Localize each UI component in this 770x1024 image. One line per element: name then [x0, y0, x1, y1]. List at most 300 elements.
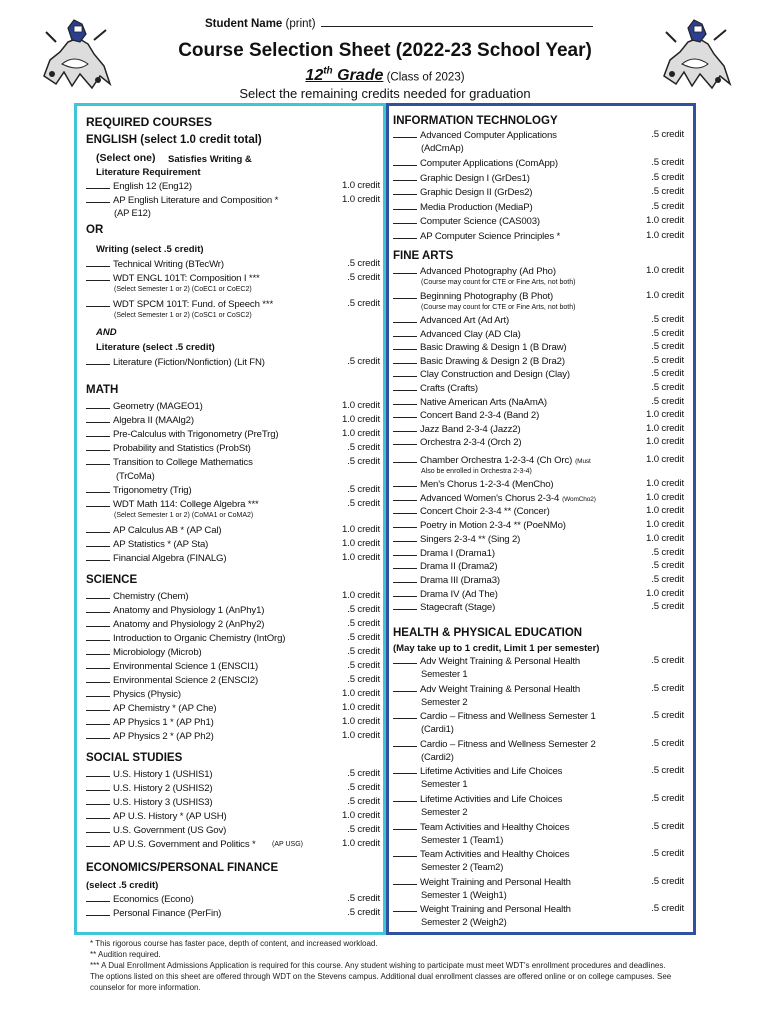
selection-blank[interactable] [393, 314, 417, 323]
course-credit: .5 credit [651, 157, 684, 168]
course-name: Cardio – Fitness and Wellness Semester 1 [420, 711, 596, 723]
course-name: English 12 (Eng12) [113, 181, 192, 192]
course-name: Poetry in Motion 2-3-4 ** (PoeNMo) [420, 520, 566, 532]
course-name: Transition to College Mathematics [113, 457, 253, 468]
course-row[interactable] [393, 655, 684, 669]
course-name: AP Calculus AB * (AP Cal) [113, 525, 222, 536]
course-row[interactable] [86, 298, 380, 312]
section-heading-math: MATH [86, 384, 119, 396]
course-name: Environmental Science 1 (ENSCI1) [113, 661, 259, 672]
course-row[interactable] [393, 215, 684, 229]
selection-blank[interactable] [393, 355, 417, 364]
course-row[interactable] [393, 683, 684, 697]
selection-blank[interactable] [393, 265, 417, 274]
course-note: Also be enrolled in Orchestra 2-3-4) [421, 468, 532, 475]
course-name: Drama II (Drama2) [420, 561, 498, 573]
selection-blank[interactable] [393, 876, 417, 885]
course-credit: .5 credit [651, 765, 684, 777]
course-row[interactable] [393, 290, 684, 304]
course-name: Literature (Fiction/Nonfiction) (Lit FN) [113, 357, 265, 368]
selection-blank[interactable] [86, 646, 110, 655]
course-name: Technical Writing (BTecWr) [113, 259, 224, 270]
course-row[interactable] [86, 782, 380, 796]
course-credit: 1.0 credit [646, 290, 684, 301]
course-row[interactable] [393, 574, 684, 588]
course-credit: 1.0 credit [646, 265, 684, 276]
course-row[interactable] [393, 519, 684, 533]
course-row[interactable] [86, 604, 380, 618]
selection-blank[interactable] [86, 428, 110, 437]
selection-blank[interactable] [393, 436, 417, 445]
selection-blank[interactable] [86, 768, 110, 777]
health-note: (May take up to 1 credit, Limit 1 per semester) [393, 643, 600, 654]
course-row[interactable] [393, 436, 684, 450]
selection-blank[interactable] [393, 793, 417, 802]
course-row[interactable] [86, 810, 380, 824]
course-row[interactable] [393, 601, 684, 615]
course-name: WDT SPCM 101T: Fund. of Speech *** [113, 299, 274, 310]
or-label: OR [86, 224, 104, 236]
selection-blank[interactable] [393, 382, 417, 391]
course-name-cont: (Cardi2) [421, 750, 454, 762]
course-credit: 1.0 credit [646, 491, 684, 503]
selection-blank[interactable] [86, 590, 110, 599]
course-name: Orchestra 2-3-4 (Orch 2) [420, 437, 522, 449]
selection-blank[interactable] [393, 129, 417, 138]
course-credit: .5 credit [651, 171, 684, 183]
course-name: Cardio – Fitness and Wellness Semester 2 [420, 738, 596, 750]
course-credit: .5 credit [651, 354, 684, 366]
course-row[interactable] [86, 688, 380, 702]
footnote-3: *** A Dual Enrollment Admissions Application is required for this course. Any student wishing to participate must meet WDT's enrollment procedures and deadlines. The options listed on this sheet are offered through WDT on the Stevens campus. Additional dual enrollment classes are offered online or on college campuses. See counselor for more information. [90, 961, 672, 992]
selection-blank[interactable] [86, 632, 110, 641]
course-row[interactable] [393, 492, 684, 506]
selection-blank[interactable] [393, 172, 417, 181]
course-row[interactable] [86, 768, 380, 782]
course-credit: .5 credit [347, 604, 380, 615]
course-row[interactable] [393, 547, 684, 561]
selection-blank[interactable] [86, 688, 110, 697]
course-credit: .5 credit [651, 314, 684, 325]
selection-blank[interactable] [393, 368, 417, 377]
selection-blank[interactable] [393, 765, 417, 774]
course-row[interactable] [393, 355, 684, 369]
selection-blank[interactable] [86, 258, 110, 267]
selection-blank[interactable] [86, 538, 110, 547]
course-row[interactable] [86, 646, 380, 660]
course-row[interactable] [393, 328, 684, 342]
course-name: Crafts (Crafts) [420, 383, 478, 394]
selection-blank[interactable] [393, 588, 417, 597]
course-row[interactable] [393, 396, 684, 410]
course-row[interactable] [86, 660, 380, 674]
selection-blank[interactable] [86, 442, 110, 451]
section-heading-health-pe: HEALTH & PHYSICAL EDUCATION [393, 627, 583, 639]
course-credit: .5 credit [347, 356, 380, 367]
course-row[interactable] [86, 400, 380, 414]
and-label: AND [96, 327, 117, 338]
selection-blank[interactable] [393, 505, 417, 514]
course-credit: .5 credit [347, 768, 380, 779]
satisfies-note: Satisfies Writing & [168, 154, 252, 165]
selection-blank[interactable] [393, 157, 417, 166]
selection-blank[interactable] [86, 702, 110, 711]
course-name-cont: (Cardi1) [421, 723, 454, 735]
course-row[interactable] [393, 793, 684, 807]
course-row[interactable] [393, 588, 684, 602]
course-row[interactable] [393, 848, 684, 862]
selection-blank[interactable] [393, 533, 417, 542]
selection-blank[interactable] [86, 893, 110, 902]
course-row[interactable] [86, 552, 380, 566]
course-credit: 1.0 credit [342, 716, 380, 727]
course-name: Personal Finance (PerFin) [113, 908, 222, 919]
course-name: Advanced Computer Applications [420, 130, 557, 141]
course-name-cont: Semester 1 [421, 668, 468, 679]
course-row[interactable] [86, 674, 380, 688]
selection-blank[interactable] [393, 328, 417, 337]
course-name: Environmental Science 2 (ENSCI2) [113, 675, 259, 686]
course-credit: .5 credit [651, 573, 684, 585]
course-credit: 1.0 credit [646, 229, 684, 241]
course-row[interactable] [86, 442, 380, 456]
course-credit: 1.0 credit [342, 730, 380, 741]
footnote-2: ** Audition required. [90, 950, 161, 959]
course-row[interactable] [86, 716, 380, 730]
course-row[interactable] [393, 382, 684, 396]
course-credit: 1.0 credit [342, 590, 380, 601]
course-credit: 1.0 credit [342, 524, 380, 535]
course-name: AP Physics 1 * (AP Ph1) [113, 717, 214, 728]
course-row[interactable] [86, 414, 380, 428]
course-credit: .5 credit [651, 875, 684, 887]
course-credit: 1.0 credit [342, 538, 380, 549]
course-name: Computer Science (CAS003) [420, 216, 540, 227]
section-heading-required: REQUIRED COURSES [86, 115, 213, 129]
course-name-cont: (AP E12) [114, 207, 151, 218]
course-row[interactable] [393, 172, 684, 186]
course-credit: .5 credit [651, 200, 684, 212]
course-name-cont: Semester 1 (Weigh1) [421, 888, 507, 900]
course-note: (Select Semester 1 or 2) (CoSC1 or CoSC2) [114, 312, 252, 319]
section-heading-social-studies: SOCIAL STUDIES [86, 752, 183, 764]
selection-blank[interactable] [86, 272, 110, 281]
selection-blank[interactable] [86, 824, 110, 833]
course-credit: .5 credit [651, 368, 684, 380]
course-row[interactable] [393, 710, 684, 724]
course-credit: 1.0 credit [646, 215, 684, 226]
selection-blank[interactable] [393, 215, 417, 224]
course-name: Concert Choir 2-3-4 ** (Concer) [420, 506, 550, 518]
course-name: AP Computer Science Principles * [420, 230, 561, 242]
course-credit: 1.0 credit [646, 587, 684, 599]
section-heading-english: ENGLISH (select 1.0 credit total) [86, 134, 262, 146]
selection-blank[interactable] [86, 810, 110, 819]
course-credit: 1.0 credit [646, 409, 684, 421]
course-row[interactable] [86, 180, 380, 194]
selection-blank[interactable] [393, 230, 417, 239]
course-row[interactable] [393, 505, 684, 519]
course-name: U.S. History 2 (USHIS2) [113, 783, 213, 794]
course-credit: .5 credit [347, 660, 380, 671]
course-name-cont: Semester 2 [421, 806, 468, 817]
selection-blank[interactable] [393, 186, 417, 195]
course-row[interactable] [86, 456, 380, 470]
course-row[interactable] [86, 838, 380, 852]
course-name: Weight Training and Personal Health [420, 904, 571, 916]
course-row[interactable] [393, 903, 684, 917]
course-row[interactable] [393, 560, 684, 574]
selection-blank[interactable] [393, 560, 417, 569]
selection-blank[interactable] [86, 484, 110, 493]
course-name-cont: Semester 2 [421, 695, 468, 707]
course-name-cont: Semester 2 (Team2) [421, 861, 504, 873]
selection-blank[interactable] [86, 456, 110, 465]
course-name: Drama III (Drama3) [420, 574, 500, 586]
selection-blank[interactable] [393, 848, 417, 857]
course-name: Trigonometry (Trig) [113, 485, 192, 496]
course-name: AP English Literature and Composition * [113, 195, 279, 206]
grade-line [0, 66, 770, 85]
selection-blank[interactable] [86, 356, 110, 365]
selection-blank[interactable] [86, 552, 110, 561]
course-name: Microbiology (Microb) [113, 647, 202, 658]
selection-blank[interactable] [86, 674, 110, 683]
course-name: Advanced Photography (Ad Pho) [420, 266, 556, 277]
course-code-small: (WomCho2) [562, 495, 596, 503]
course-name: Adv Weight Training & Personal Health [420, 683, 581, 695]
literature-heading: Literature (select .5 credit) [96, 342, 215, 353]
selection-blank[interactable] [393, 574, 417, 583]
course-name: Adv Weight Training & Personal Health [420, 656, 581, 667]
course-row[interactable] [393, 478, 684, 492]
course-row[interactable] [86, 272, 380, 286]
course-row[interactable] [86, 498, 380, 512]
grade-label: 12th Grade [305, 66, 384, 85]
course-credit: .5 credit [651, 737, 684, 749]
course-name: Physics (Physic) [113, 689, 181, 700]
course-row[interactable] [393, 738, 684, 752]
course-name: U.S. Government (US Gov) [113, 825, 227, 836]
selection-blank[interactable] [393, 290, 417, 299]
course-credit: .5 credit [347, 456, 380, 467]
course-row[interactable] [86, 194, 380, 208]
selection-blank[interactable] [393, 478, 417, 487]
course-credit: 1.0 credit [646, 478, 684, 489]
course-name: Stagecraft (Stage) [420, 602, 496, 614]
literature-requirement-note: Literature Requirement [96, 167, 201, 178]
course-row[interactable] [393, 186, 684, 200]
course-credit: .5 credit [651, 903, 684, 915]
student-name-hint: (print) [285, 18, 316, 30]
selection-blank[interactable] [393, 396, 417, 405]
selection-blank[interactable] [393, 547, 417, 556]
course-row[interactable] [393, 129, 684, 143]
course-row[interactable] [86, 796, 380, 810]
course-row[interactable] [393, 533, 684, 547]
course-row[interactable] [86, 907, 380, 921]
course-row[interactable] [393, 454, 684, 468]
selection-blank[interactable] [86, 796, 110, 805]
selection-blank[interactable] [86, 660, 110, 669]
course-credit: .5 credit [651, 327, 684, 339]
selection-blank[interactable] [393, 683, 417, 692]
course-name: AP Statistics * (AP Sta) [113, 539, 209, 550]
course-name-cont: Semester 1 (Team1) [421, 833, 504, 845]
selection-blank[interactable] [393, 903, 417, 912]
selection-blank[interactable] [393, 423, 417, 432]
course-row[interactable] [86, 702, 380, 716]
course-credit: 1.0 credit [646, 454, 684, 465]
course-name: Team Activities and Healthy Choices [420, 821, 570, 833]
course-row[interactable] [393, 423, 684, 437]
course-name: Anatomy and Physiology 2 (AnPhy2) [113, 619, 265, 630]
selection-blank[interactable] [86, 524, 110, 533]
course-row[interactable] [393, 821, 684, 835]
course-name: Team Activities and Healthy Choices [420, 849, 570, 861]
course-row[interactable] [393, 265, 684, 279]
course-row[interactable] [86, 524, 380, 538]
course-row[interactable] [393, 157, 684, 171]
course-name: Chemistry (Chem) [113, 591, 189, 602]
course-credit: .5 credit [347, 796, 380, 807]
course-credit: 1.0 credit [342, 194, 380, 205]
selection-blank[interactable] [86, 838, 110, 847]
course-credit: .5 credit [651, 793, 684, 804]
course-credit: .5 credit [651, 341, 684, 353]
selection-blank[interactable] [86, 907, 110, 916]
course-note: (Select Semester 1 or 2) (CoEC1 or CoEC2) [114, 286, 252, 293]
course-credit: .5 credit [651, 601, 684, 613]
course-name: AP Chemistry * (AP Che) [113, 703, 217, 714]
selection-blank[interactable] [393, 519, 417, 528]
selection-blank[interactable] [393, 738, 417, 747]
course-row[interactable] [86, 538, 380, 552]
course-row[interactable] [86, 484, 380, 498]
course-row[interactable] [86, 356, 380, 370]
course-credit: .5 credit [651, 655, 684, 666]
course-name: WDT ENGL 101T: Composition I *** [113, 273, 260, 284]
selection-blank[interactable] [393, 821, 417, 830]
course-row[interactable] [86, 632, 380, 646]
selection-blank[interactable] [393, 492, 417, 501]
selection-blank[interactable] [393, 409, 417, 418]
course-name: Basic Drawing & Design 1 (B Draw) [420, 342, 567, 354]
course-credit: .5 credit [651, 129, 684, 140]
course-credit: .5 credit [651, 820, 684, 832]
course-code-small: (AP USG) [272, 841, 303, 848]
section-heading-it: INFORMATION TECHNOLOGY [393, 115, 558, 127]
course-credit: 1.0 credit [646, 436, 684, 448]
course-row[interactable] [393, 201, 684, 215]
course-note: (Select Semester 1 or 2) (CoMA1 or CoMA2) [114, 512, 254, 519]
course-row[interactable] [86, 824, 380, 838]
course-row[interactable] [86, 258, 380, 272]
course-credit: .5 credit [651, 382, 684, 393]
course-name: Advanced Women's Chorus 2-3-4 [420, 492, 560, 504]
course-name: Lifetime Activities and Life Choices [420, 794, 563, 805]
course-name: Computer Applications (ComApp) [420, 158, 558, 169]
course-name: Advanced Art (Ad Art) [420, 315, 510, 326]
course-row[interactable] [86, 590, 380, 604]
selection-blank[interactable] [86, 716, 110, 725]
course-name: Drama I (Drama1) [420, 547, 495, 559]
course-credit: .5 credit [347, 674, 380, 685]
course-row[interactable] [86, 428, 380, 442]
selection-blank[interactable] [393, 655, 417, 664]
instruction-text: Select the remaining credits needed for graduation [239, 86, 531, 101]
course-credit: 1.0 credit [342, 702, 380, 713]
selection-blank[interactable] [86, 414, 110, 423]
course-credit: .5 credit [347, 484, 380, 495]
course-row[interactable] [393, 314, 684, 328]
student-name-line[interactable] [205, 16, 593, 30]
course-row[interactable] [393, 230, 684, 244]
course-name: Chamber Orchestra 1-2-3-4 (Ch Orc) [420, 455, 573, 466]
course-name: Concert Band 2-3-4 (Band 2) [420, 410, 540, 422]
course-credit: .5 credit [347, 272, 380, 283]
selection-blank[interactable] [393, 710, 417, 719]
selection-blank[interactable] [86, 298, 110, 307]
course-row[interactable] [86, 618, 380, 632]
course-credit: 1.0 credit [342, 414, 380, 425]
selection-blank[interactable] [86, 782, 110, 791]
course-name: Clay Construction and Design (Clay) [420, 369, 570, 381]
course-row[interactable] [393, 409, 684, 423]
course-row[interactable] [393, 341, 684, 355]
course-row[interactable] [393, 765, 684, 779]
course-row[interactable] [86, 893, 380, 907]
course-credit: .5 credit [347, 298, 380, 309]
selection-blank[interactable] [86, 400, 110, 409]
student-name-field[interactable] [321, 16, 593, 27]
page-title: Course Selection Sheet (2022-23 School Year) [178, 40, 592, 61]
course-row[interactable] [393, 368, 684, 382]
course-credit: 1.0 credit [342, 180, 380, 191]
course-credit: 1.0 credit [342, 838, 380, 849]
selection-blank[interactable] [86, 730, 110, 739]
course-name: AP Physics 2 * (AP Ph2) [113, 731, 214, 742]
selection-blank[interactable] [86, 194, 110, 203]
course-credit: .5 credit [347, 782, 380, 793]
course-row[interactable] [393, 876, 684, 890]
course-name: AP U.S. History * (AP USH) [113, 811, 227, 822]
selection-blank[interactable] [86, 604, 110, 613]
course-note: (Course may count for CTE or Fine Arts, not both) [421, 304, 576, 311]
course-credit: .5 credit [651, 682, 684, 694]
course-name: Weight Training and Personal Health [420, 876, 571, 888]
course-credit: .5 credit [651, 395, 684, 407]
course-name: Jazz Band 2-3-4 (Jazz2) [420, 423, 521, 435]
course-name: Drama IV (Ad The) [420, 588, 498, 600]
selection-blank[interactable] [393, 454, 417, 463]
course-name: Introduction to Organic Chemistry (IntOrg) [113, 633, 286, 644]
course-name: Economics (Econo) [113, 894, 194, 905]
selection-blank[interactable] [393, 601, 417, 610]
course-name: Men's Chorus 1-2-3-4 (MenCho) [420, 479, 554, 490]
selection-blank[interactable] [86, 498, 110, 507]
selection-blank[interactable] [393, 341, 417, 350]
selection-blank[interactable] [86, 180, 110, 189]
course-credit: 1.0 credit [646, 505, 684, 517]
writing-heading: Writing (select .5 credit) [96, 244, 204, 255]
section-heading-economics: ECONOMICS/PERSONAL FINANCE [86, 862, 279, 874]
selection-blank[interactable] [393, 201, 417, 210]
course-name: Anatomy and Physiology 1 (AnPhy1) [113, 605, 265, 616]
selection-blank[interactable] [86, 618, 110, 627]
course-name-cont: (TrCoMa) [116, 470, 155, 481]
course-row[interactable] [86, 730, 380, 744]
